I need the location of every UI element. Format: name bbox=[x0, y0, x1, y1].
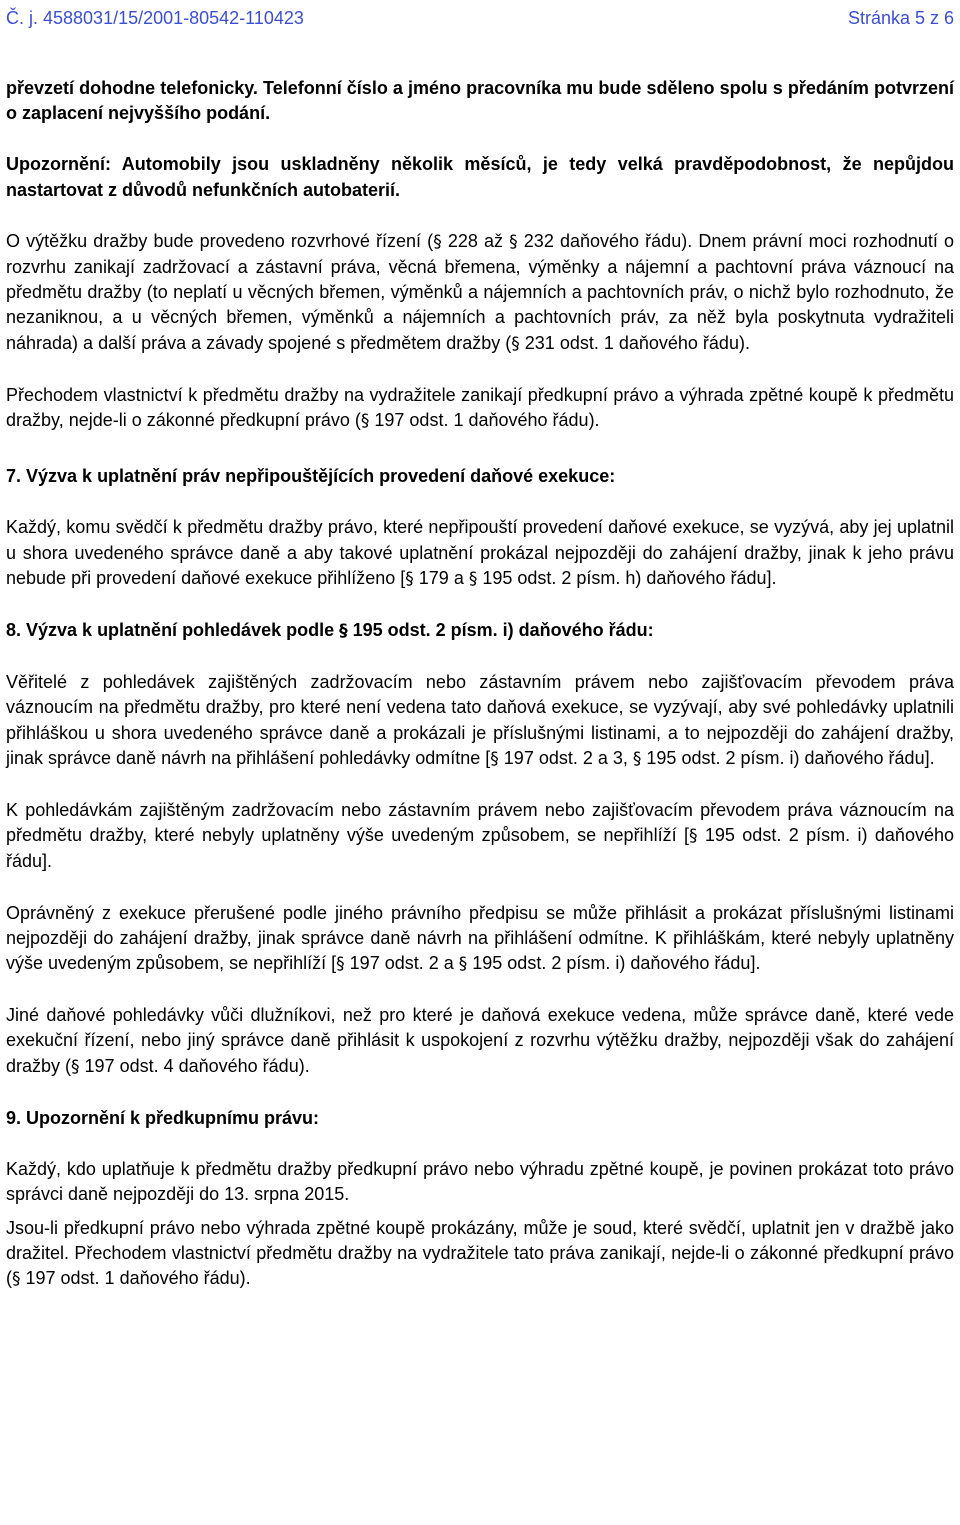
text-segment: 228 až bbox=[441, 230, 510, 251]
section-sign: § bbox=[632, 748, 642, 769]
page-number: Stránka 5 z 6 bbox=[847, 8, 954, 28]
section-sign: § bbox=[509, 231, 518, 252]
paragraph-warning: Upozornění: Automobily jsou uskladněny několik měsíců, je tedy velká pravděpodobnost, že nepůjdou nastartovat z důvodů nefunkčních autobaterií. bbox=[6, 154, 954, 200]
paragraph-interrupted-execution bbox=[6, 901, 954, 978]
section-heading-8 bbox=[6, 618, 954, 644]
page-header bbox=[6, 0, 954, 30]
text-segment: 197 odst. 4 daňového řádu). bbox=[79, 1055, 310, 1076]
text-segment: 195 odst. 2 písm. h) daňového řádu]. bbox=[477, 567, 777, 588]
section-heading-9: 9. Upozornění k předkupnímu právu: bbox=[6, 1107, 320, 1128]
text-segment: 195 odst. 2 písm. i) daňového řádu]. bbox=[641, 747, 935, 768]
paragraph-distribution bbox=[6, 229, 954, 357]
section-sign: § bbox=[71, 1056, 80, 1077]
section-sign: § bbox=[433, 231, 442, 252]
document-number: Č. j. 4588031/15/2001-80542-110423 bbox=[6, 8, 304, 28]
section-sign: § bbox=[336, 954, 345, 975]
text-segment: Každý, komu svědčí k předmětu dražby právo, které nepřipouští provedení daňové exekuce, se vyzývá, aby jej uplatnil u shora uvedeného správce daně a aby takové uplatnění prokázal nejpozději do zahájení dražby, jinak k jeho právu nebude při provedení daňové exekuce přihlíženo [ bbox=[6, 517, 954, 588]
text-segment: 232 daňového řádu). Dnem právní moci rozhodnutí o rozvrhu zanikají zadržovací a zástavní práva, věcná břemena, výměnky a nájemní a pachtovní práva váznoucí na předmětu dražby (to neplatí u věcných břemen, výměnků a nájemních a pachtovních práv, o nichž bylo rozhodnuto, že nezaniknou, a u věcných břemen, výměnků a nájemních a pachtovních práv, za něž byla poskytnuta vydražiteli náhrada) a další práva a závady spojené s předmětem dražby ( bbox=[6, 230, 955, 353]
text-segment: O výtěžku dražby bude provedeno rozvrhové řízení ( bbox=[6, 230, 434, 251]
text-segment: 197 odst. 2 a 3, bbox=[498, 747, 633, 768]
section-sign: § bbox=[339, 621, 348, 642]
document-page bbox=[6, 0, 954, 1292]
section-sign: § bbox=[688, 826, 698, 847]
text-segment: Věřitelé z pohledávek zajištěných zadržovacím nebo zástavním právem nebo zajišťovacím převodem práva váznoucím na předmětu dražby, pro které není vedena tato daňová exekuce, se vyzývají, aby své pohledávky uplatnili přihláškou u shora uvedeného správce daně a prokázali je příslušnými listinami, a to nejpozději do zahájení dražby, jinak správce daně návrh na přihlášení pohledávky odmítne [ bbox=[6, 672, 954, 768]
section-sign: § bbox=[511, 333, 520, 354]
text-segment: 231 odst. 1 daňového řádu). bbox=[519, 332, 750, 353]
paragraph-preemption-proof: Každý, kdo uplatňuje k předmětu dražby předkupní právo nebo výhradu zpětné koupě, je povinen prokázat toto právo správci daně nejpozději do 13. srpna 2015. bbox=[6, 1159, 954, 1205]
section-sign: § bbox=[458, 954, 468, 975]
paragraph-secured-claims bbox=[6, 798, 954, 875]
text-segment: 197 odst. 1 daňového řádu). bbox=[369, 410, 600, 431]
section-sign: § bbox=[468, 568, 478, 589]
paragraph-other-tax-claims bbox=[6, 1003, 954, 1080]
section-heading-7: 7. Výzva k uplatnění práv nepřipouštějících provedení daňové exekuce: bbox=[6, 466, 616, 487]
text-segment: Jsou-li předkupní právo nebo výhrada zpětné koupě prokázány, může je soud, které svědčí, uplatnit jen v dražbě jako dražitel. Přechodem vlastnictví předmětu dražby na vydražitele tato práva zanikají, nejde-li o zákonné předkupní právo ( bbox=[6, 1217, 954, 1288]
paragraph-ownership-transfer bbox=[6, 383, 954, 434]
text-segment: K pohledávkám zajištěným zadržovacím nebo zástavním právem nebo zajišťovacím převodem práva váznoucím na předmětu dražby, které nebyly uplatněny výše uvedeným způsobem, se nepřihlíží [ bbox=[6, 800, 954, 846]
text-segment: 197 odst. 1 daňového řádu). bbox=[20, 1267, 251, 1288]
text-segment: Jiné daňové pohledávky vůči dlužníkovi, než pro které je daňová exekuce vedena, může správce daně, které vede exekuční řízení, nebo jiný správce daně přihlásit k uspokojení z rozvrhu výtěžku dražby, nejpozději však do zahájení dražby ( bbox=[6, 1005, 954, 1076]
section-sign: § bbox=[12, 1268, 21, 1289]
text-segment: Oprávněný z exekuce přerušené podle jiného právního předpisu se může přihlásit a prokázat příslušnými listinami nejpozději do zahájení dražby, jinak správce daně návrh na přihlášení odmítne. K přihláškám, které nebyly uplatněny výše uvedeným způsobem, se nepřihlíží [ bbox=[6, 902, 954, 974]
paragraph-handover: převzetí dohodne telefonicky. Telefonní číslo a jméno pracovníka mu bude sděleno spolu s předáním potvrzení o zaplacení nejvyššího podání. bbox=[6, 78, 954, 124]
text-segment: 195 odst. 2 písm. i) daňového řádu: bbox=[347, 620, 654, 641]
paragraph-preemption-effect bbox=[6, 1216, 954, 1293]
text-segment: 179 a bbox=[413, 567, 469, 588]
section-sign: § bbox=[490, 748, 499, 769]
paragraph-rights-claim bbox=[6, 515, 954, 592]
text-segment: 195 odst. 2 písm. i) daňového řádu]. bbox=[6, 825, 954, 872]
text-segment: Přechodem vlastnictví k předmětu dražby na vydražitele zanikají předkupní právo a výhrada zpětné koupě k předmětu dražby, nejde-li o zákonné předkupní právo ( bbox=[6, 384, 954, 431]
section-sign: § bbox=[360, 411, 370, 432]
text-segment: 8. Výzva k uplatnění pohledávek podle bbox=[6, 620, 340, 641]
section-sign: § bbox=[405, 568, 414, 589]
text-segment: 195 odst. 2 písm. i) daňového řádu]. bbox=[467, 953, 761, 974]
text-segment: 197 odst. 2 a bbox=[344, 953, 459, 974]
paragraph-creditors bbox=[6, 670, 954, 772]
